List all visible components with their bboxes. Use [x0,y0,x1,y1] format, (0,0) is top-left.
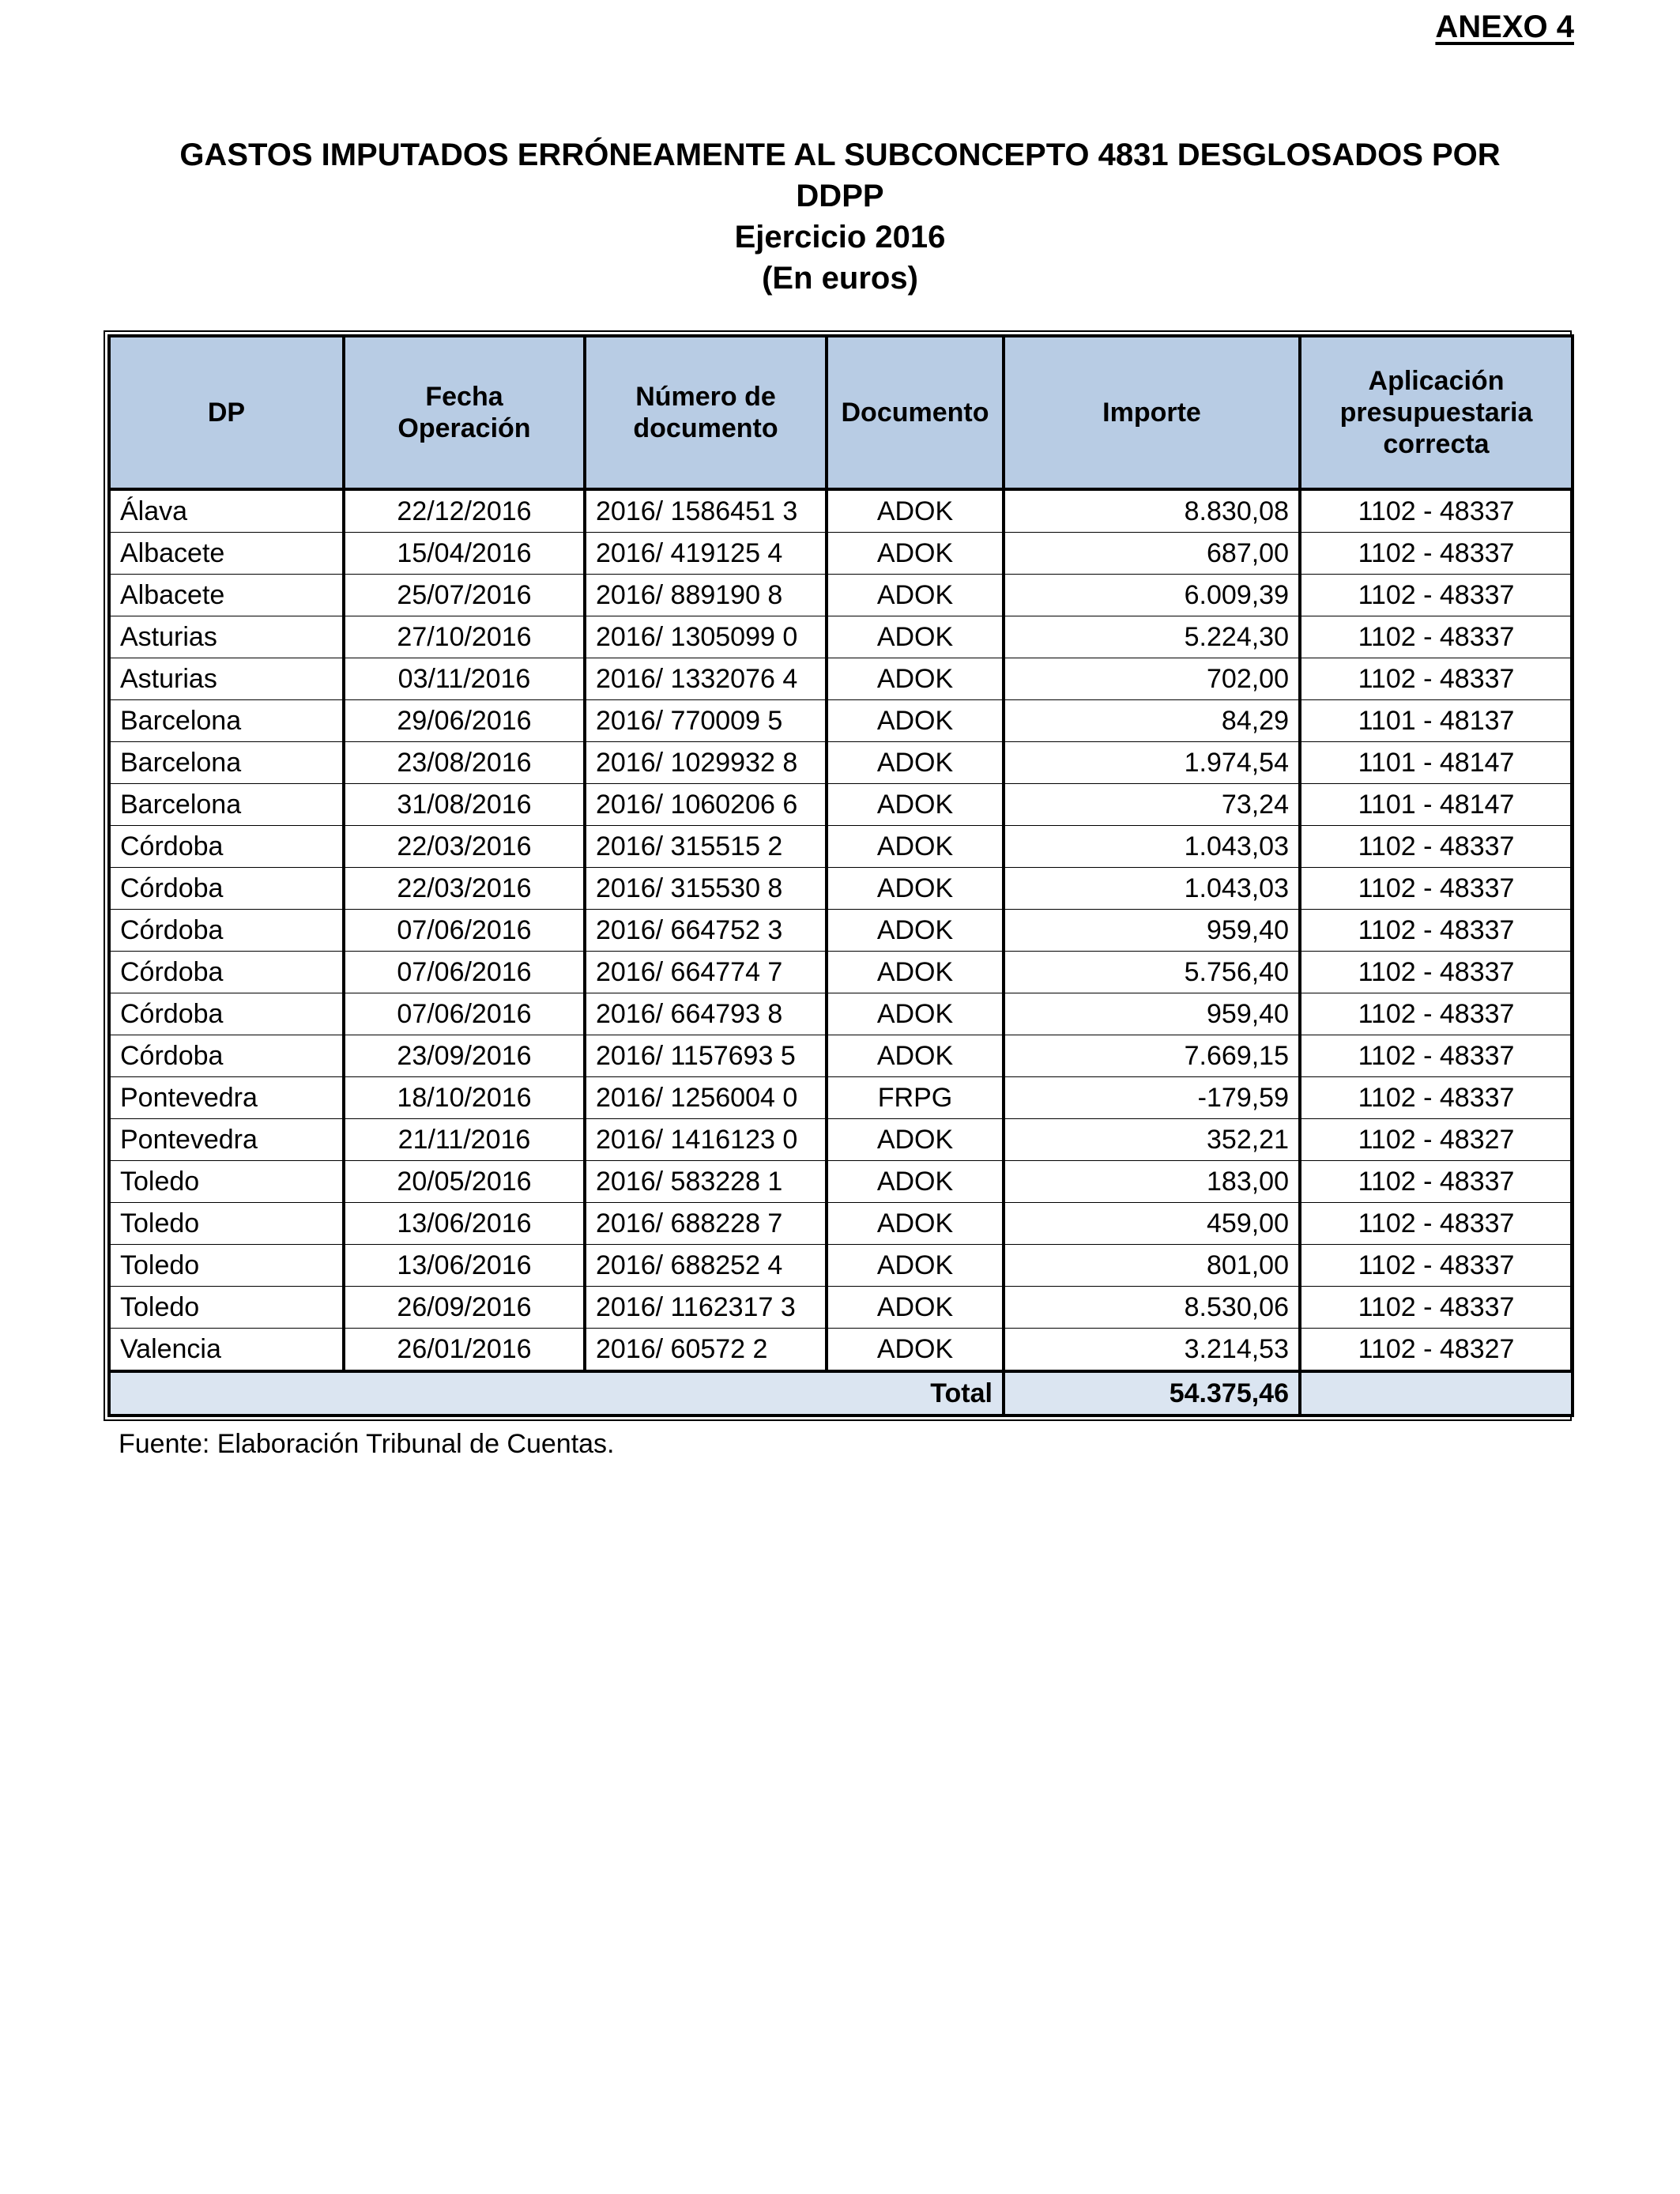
cell-fecha: 25/07/2016 [344,575,585,616]
cell-importe: 1.043,03 [1004,826,1300,868]
cell-documento: ADOK [827,1161,1004,1203]
cell-fecha: 27/10/2016 [344,616,585,658]
cell-fecha: 22/03/2016 [344,868,585,910]
cell-fecha: 18/10/2016 [344,1077,585,1119]
cell-aplicacion: 1102 - 48327 [1300,1119,1573,1161]
cell-importe: 5.756,40 [1004,952,1300,993]
table-row [109,1077,1573,1119]
cell-fecha: 20/05/2016 [344,1161,585,1203]
annex-label: ANEXO 4 [1435,9,1574,44]
cell-importe: 959,40 [1004,993,1300,1035]
cell-numero: 2016/ 664793 8 [585,993,827,1035]
cell-aplicacion: 1102 - 48337 [1300,1287,1573,1329]
cell-numero: 2016/ 1060206 6 [585,784,827,826]
cell-fecha: 29/06/2016 [344,700,585,742]
cell-numero: 2016/ 1332076 4 [585,658,827,700]
cell-numero: 2016/ 688252 4 [585,1245,827,1287]
cell-documento: ADOK [827,1035,1004,1077]
cell-documento: ADOK [827,1329,1004,1372]
cell-documento: ADOK [827,993,1004,1035]
table-body [109,489,1573,1371]
table-row [109,533,1573,575]
cell-importe: -179,59 [1004,1077,1300,1119]
cell-fecha: 15/04/2016 [344,533,585,575]
cell-aplicacion: 1102 - 48337 [1300,910,1573,952]
cell-documento: ADOK [827,952,1004,993]
cell-dp: Valencia [109,1329,344,1372]
cell-fecha: 13/06/2016 [344,1245,585,1287]
cell-numero: 2016/ 1586451 3 [585,489,827,533]
cell-dp: Córdoba [109,910,344,952]
cell-importe: 702,00 [1004,658,1300,700]
cell-dp: Asturias [109,616,344,658]
header-importe: Importe [1004,336,1300,489]
cell-aplicacion: 1102 - 48337 [1300,575,1573,616]
cell-dp: Barcelona [109,742,344,784]
cell-aplicacion: 1102 - 48337 [1300,489,1573,533]
table-row [109,868,1573,910]
cell-numero: 2016/ 664752 3 [585,910,827,952]
table-row [109,1119,1573,1161]
table-row [109,1245,1573,1287]
cell-documento: ADOK [827,1203,1004,1245]
cell-importe: 687,00 [1004,533,1300,575]
cell-numero: 2016/ 770009 5 [585,700,827,742]
cell-dp: Albacete [109,533,344,575]
cell-fecha: 22/03/2016 [344,826,585,868]
cell-aplicacion: 1102 - 48337 [1300,868,1573,910]
cell-aplicacion: 1101 - 48137 [1300,700,1573,742]
table-row [109,489,1573,533]
cell-documento: ADOK [827,1245,1004,1287]
table-row [109,658,1573,700]
cell-dp: Córdoba [109,952,344,993]
cell-dp: Barcelona [109,784,344,826]
cell-aplicacion: 1102 - 48337 [1300,1161,1573,1203]
cell-dp: Córdoba [109,868,344,910]
cell-importe: 3.214,53 [1004,1329,1300,1372]
cell-documento: ADOK [827,658,1004,700]
cell-fecha: 26/09/2016 [344,1287,585,1329]
total-row [109,1371,1573,1416]
cell-dp: Toledo [109,1245,344,1287]
cell-aplicacion: 1102 - 48337 [1300,952,1573,993]
cell-aplicacion: 1102 - 48337 [1300,1035,1573,1077]
cell-documento: ADOK [827,700,1004,742]
table-row [109,826,1573,868]
document-title [0,134,1680,299]
cell-dp: Toledo [109,1203,344,1245]
cell-numero: 2016/ 889190 8 [585,575,827,616]
cell-fecha: 23/09/2016 [344,1035,585,1077]
table-header [109,336,1573,489]
cell-importe: 1.043,03 [1004,868,1300,910]
cell-dp: Córdoba [109,993,344,1035]
cell-documento: ADOK [827,1287,1004,1329]
cell-numero: 2016/ 1029932 8 [585,742,827,784]
cell-numero: 2016/ 1162317 3 [585,1287,827,1329]
title-line-4: (En euros) [762,261,918,296]
cell-dp: Asturias [109,658,344,700]
expenses-table [107,334,1574,1417]
header-dp: DP [109,336,344,489]
cell-documento: ADOK [827,575,1004,616]
cell-fecha: 07/06/2016 [344,952,585,993]
cell-numero: 2016/ 419125 4 [585,533,827,575]
cell-aplicacion: 1102 - 48337 [1300,1077,1573,1119]
cell-importe: 183,00 [1004,1161,1300,1203]
cell-documento: ADOK [827,489,1004,533]
table-row [109,700,1573,742]
cell-importe: 352,21 [1004,1119,1300,1161]
cell-documento: ADOK [827,616,1004,658]
table-row [109,742,1573,784]
total-value: 54.375,46 [1004,1371,1300,1416]
header-numero: Número de documento [585,336,827,489]
cell-documento: ADOK [827,742,1004,784]
cell-importe: 84,29 [1004,700,1300,742]
cell-aplicacion: 1101 - 48147 [1300,784,1573,826]
cell-aplicacion: 1102 - 48327 [1300,1329,1573,1372]
cell-aplicacion: 1102 - 48337 [1300,826,1573,868]
cell-numero: 2016/ 60572 2 [585,1329,827,1372]
cell-documento: ADOK [827,533,1004,575]
cell-documento: FRPG [827,1077,1004,1119]
table-footer [109,1371,1573,1416]
table-row [109,616,1573,658]
cell-aplicacion: 1101 - 48147 [1300,742,1573,784]
table-row [109,1329,1573,1372]
table-row [109,1035,1573,1077]
expenses-table-frame [104,330,1572,1421]
table-row [109,575,1573,616]
cell-aplicacion: 1102 - 48337 [1300,616,1573,658]
title-line-1: GASTOS IMPUTADOS ERRÓNEAMENTE AL SUBCONCEPTO 4831 DESGLOSADOS POR [179,138,1501,172]
cell-importe: 5.224,30 [1004,616,1300,658]
table-row [109,784,1573,826]
cell-fecha: 26/01/2016 [344,1329,585,1372]
cell-importe: 7.669,15 [1004,1035,1300,1077]
cell-documento: ADOK [827,784,1004,826]
cell-aplicacion: 1102 - 48337 [1300,533,1573,575]
cell-numero: 2016/ 1416123 0 [585,1119,827,1161]
cell-fecha: 31/08/2016 [344,784,585,826]
cell-importe: 8.830,08 [1004,489,1300,533]
cell-aplicacion: 1102 - 48337 [1300,658,1573,700]
cell-fecha: 03/11/2016 [344,658,585,700]
cell-dp: Pontevedra [109,1077,344,1119]
cell-numero: 2016/ 315515 2 [585,826,827,868]
cell-dp: Toledo [109,1161,344,1203]
cell-dp: Barcelona [109,700,344,742]
table-row [109,1287,1573,1329]
table-row [109,1203,1573,1245]
cell-dp: Córdoba [109,826,344,868]
cell-numero: 2016/ 1305099 0 [585,616,827,658]
header-documento: Documento [827,336,1004,489]
table-row [109,952,1573,993]
cell-numero: 2016/ 1256004 0 [585,1077,827,1119]
cell-fecha: 21/11/2016 [344,1119,585,1161]
cell-fecha: 07/06/2016 [344,910,585,952]
cell-importe: 959,40 [1004,910,1300,952]
total-label: Total [109,1371,1004,1416]
cell-documento: ADOK [827,1119,1004,1161]
total-empty-cell [1300,1371,1573,1416]
cell-dp: Albacete [109,575,344,616]
cell-dp: Toledo [109,1287,344,1329]
cell-numero: 2016/ 1157693 5 [585,1035,827,1077]
cell-importe: 459,00 [1004,1203,1300,1245]
cell-importe: 73,24 [1004,784,1300,826]
cell-fecha: 13/06/2016 [344,1203,585,1245]
cell-numero: 2016/ 583228 1 [585,1161,827,1203]
cell-importe: 801,00 [1004,1245,1300,1287]
cell-aplicacion: 1102 - 48337 [1300,1245,1573,1287]
title-line-2: DDPP [796,179,884,213]
table-row [109,993,1573,1035]
cell-fecha: 23/08/2016 [344,742,585,784]
cell-dp: Álava [109,489,344,533]
table-row [109,1161,1573,1203]
cell-fecha: 07/06/2016 [344,993,585,1035]
cell-importe: 6.009,39 [1004,575,1300,616]
cell-fecha: 22/12/2016 [344,489,585,533]
cell-documento: ADOK [827,868,1004,910]
cell-documento: ADOK [827,910,1004,952]
cell-numero: 2016/ 664774 7 [585,952,827,993]
cell-numero: 2016/ 315530 8 [585,868,827,910]
table-row [109,910,1573,952]
cell-aplicacion: 1102 - 48337 [1300,1203,1573,1245]
title-line-3: Ejercicio 2016 [734,220,946,254]
cell-dp: Pontevedra [109,1119,344,1161]
cell-dp: Córdoba [109,1035,344,1077]
source-note: Fuente: Elaboración Tribunal de Cuentas. [119,1429,615,1459]
cell-aplicacion: 1102 - 48337 [1300,993,1573,1035]
cell-numero: 2016/ 688228 7 [585,1203,827,1245]
header-aplicacion: Aplicación presupuestaria correcta [1300,336,1573,489]
header-fecha: Fecha Operación [344,336,585,489]
cell-importe: 8.530,06 [1004,1287,1300,1329]
cell-importe: 1.974,54 [1004,742,1300,784]
cell-documento: ADOK [827,826,1004,868]
